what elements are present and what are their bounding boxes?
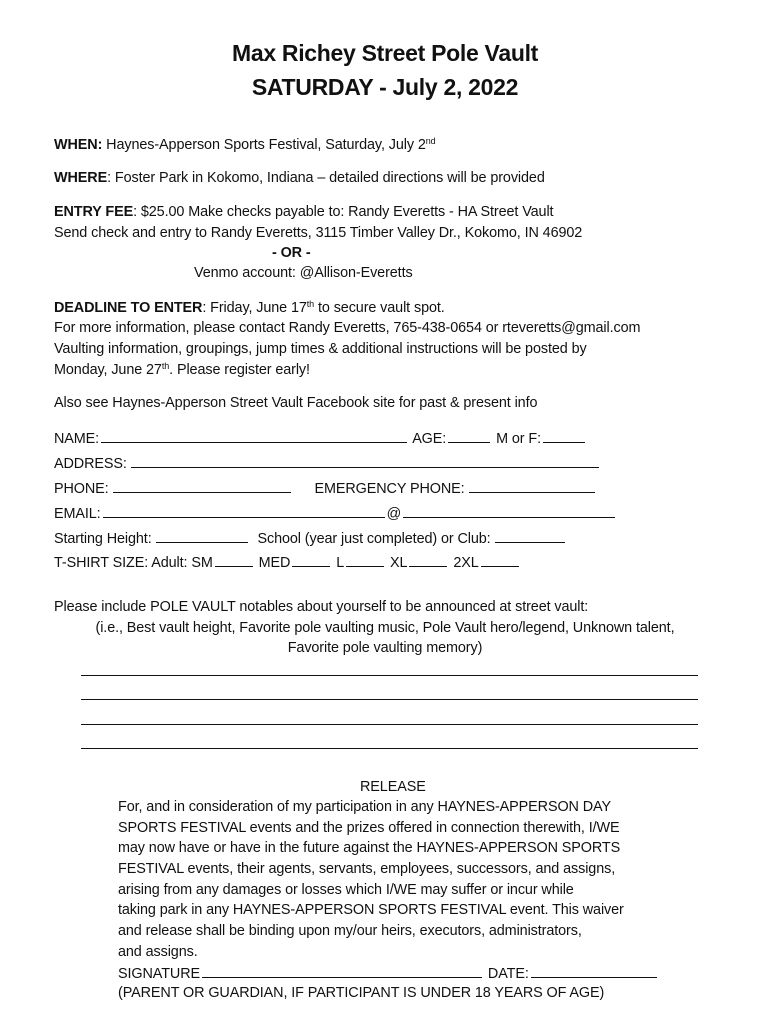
- when-line: [54, 136, 436, 153]
- emergency-phone-label: EMERGENCY PHONE:: [314, 481, 465, 497]
- where-line: [54, 170, 545, 186]
- entry-fee-text: : $25.00 Make checks payable to: Randy Everetts - HA Street Vault: [133, 204, 554, 220]
- monday-line: [54, 361, 310, 378]
- email-domain-field[interactable]: [403, 504, 615, 518]
- tshirt-sm-field[interactable]: [215, 553, 253, 567]
- notables-examples: (i.e., Best vault height, Favorite pole vaulting music, Pole Vault hero/legend, Unknown talent,: [95, 620, 675, 636]
- release-line-5: arising from any damages or losses which I/WE may suffer or incur while: [118, 882, 574, 898]
- tshirt-med-label: MED: [258, 555, 291, 571]
- release-line-1: For, and in consideration of my participation in any HAYNES-APPERSON DAY: [118, 799, 611, 815]
- phone-label: PHONE:: [54, 481, 109, 497]
- notables-line-3[interactable]: [81, 724, 698, 725]
- title-line-2: SATURDAY - July 2, 2022: [251, 74, 519, 100]
- tshirt-med-field[interactable]: [292, 553, 330, 567]
- notables-prompt: Please include POLE VAULT notables about yourself to be announced at street vault:: [54, 599, 589, 615]
- emergency-phone-field[interactable]: [469, 479, 595, 493]
- name-field[interactable]: [101, 429, 407, 443]
- signature-field[interactable]: [202, 964, 482, 978]
- release-heading: RELEASE: [360, 779, 426, 795]
- release-line-7: and release shall be binding upon my/our heirs, executors, administrators,: [118, 923, 582, 939]
- height-row: [54, 529, 567, 547]
- tshirt-xl-field[interactable]: [409, 553, 447, 567]
- where-label: WHERE: [54, 170, 108, 186]
- gender-field[interactable]: [543, 429, 585, 443]
- school-label: School (year just completed) or Club:: [257, 531, 491, 547]
- monday-sup: th: [161, 361, 170, 371]
- when-sup: nd: [425, 136, 436, 146]
- email-user-field[interactable]: [103, 504, 385, 518]
- tshirt-2xl-field[interactable]: [481, 553, 519, 567]
- guardian-note: (PARENT OR GUARDIAN, IF PARTICIPANT IS UNDER 18 YEARS OF AGE): [118, 985, 605, 1001]
- entry-fee-address: Send check and entry to Randy Everetts, 3115 Timber Valley Dr., Kokomo, IN 46902: [54, 225, 583, 241]
- starting-height-field[interactable]: [156, 529, 248, 543]
- when-label: WHEN:: [54, 137, 103, 153]
- phone-row: [54, 479, 597, 497]
- address-label: ADDRESS:: [54, 456, 127, 472]
- title-line-1: Max Richey Street Pole Vault: [231, 40, 539, 66]
- release-line-3: may now have or have in the future against the HAYNES-APPERSON SPORTS: [118, 840, 621, 856]
- release-line-2: SPORTS FESTIVAL events and the prizes offered in connection therewith, I/WE: [118, 820, 620, 836]
- release-line-6: taking park in any HAYNES-APPERSON SPORTS FESTIVAL event. This waiver: [118, 902, 624, 918]
- name-label: NAME:: [54, 431, 100, 447]
- deadline-text: : Friday, June 17: [202, 300, 307, 316]
- age-label: AGE:: [412, 431, 447, 447]
- deadline-line: [54, 299, 445, 316]
- entry-fee-line: [54, 204, 553, 220]
- address-field[interactable]: [131, 454, 599, 468]
- tshirt-xl-label: XL: [390, 555, 408, 571]
- when-text: Haynes-Apperson Sports Festival, Saturday, July 2: [106, 137, 426, 153]
- email-label: EMAIL:: [54, 506, 101, 522]
- entry-fee-or: - OR -: [272, 245, 311, 261]
- email-row: [54, 504, 617, 522]
- notables-line-4[interactable]: [81, 748, 698, 749]
- deadline-label: DEADLINE TO ENTER: [54, 300, 203, 316]
- register-early: . Please register early!: [169, 362, 310, 378]
- starting-height-label: Starting Height:: [54, 531, 152, 547]
- date-label: DATE:: [487, 966, 529, 982]
- release-line-4: FESTIVAL events, their agents, servants, employees, successors, and assigns,: [118, 861, 616, 877]
- notables-examples-cont: Favorite pole vaulting memory): [287, 640, 483, 656]
- vaulting-info: Vaulting information, groupings, jump times & additional instructions will be posted by: [54, 341, 587, 357]
- signature-label: SIGNATURE: [118, 966, 200, 982]
- entry-fee-label: ENTRY FEE: [54, 204, 134, 220]
- contact-info: For more information, please contact Randy Everetts, 765-438-0654 or rteveretts@gmail.com: [54, 320, 641, 336]
- address-row: [54, 454, 601, 472]
- signature-row: [118, 964, 659, 982]
- facebook-note: Also see Haynes-Apperson Street Vault Facebook site for past & present info: [54, 395, 538, 411]
- monday-text: Monday, June 27: [54, 362, 162, 378]
- email-at: @: [386, 506, 402, 522]
- gender-label: M or F:: [496, 431, 541, 447]
- age-field[interactable]: [448, 429, 490, 443]
- notables-line-1[interactable]: [81, 675, 698, 676]
- tshirt-l-field[interactable]: [346, 553, 384, 567]
- name-row: [54, 429, 587, 447]
- date-field[interactable]: [531, 964, 657, 978]
- tshirt-label: T-SHIRT SIZE: Adult: SM: [54, 555, 213, 571]
- release-line-8: and assigns.: [118, 944, 198, 960]
- tshirt-l-label: L: [336, 555, 345, 571]
- where-text: : Foster Park in Kokomo, Indiana – detailed directions will be provided: [107, 170, 545, 186]
- deadline-text-2: to secure vault spot.: [314, 300, 445, 316]
- phone-field[interactable]: [113, 479, 291, 493]
- deadline-sup: th: [306, 299, 315, 309]
- school-field[interactable]: [495, 529, 565, 543]
- tshirt-2xl-label: 2XL: [453, 555, 479, 571]
- tshirt-row: [54, 553, 521, 571]
- venmo-account: Venmo account: @Allison-Everetts: [194, 265, 413, 281]
- notables-line-2[interactable]: [81, 699, 698, 700]
